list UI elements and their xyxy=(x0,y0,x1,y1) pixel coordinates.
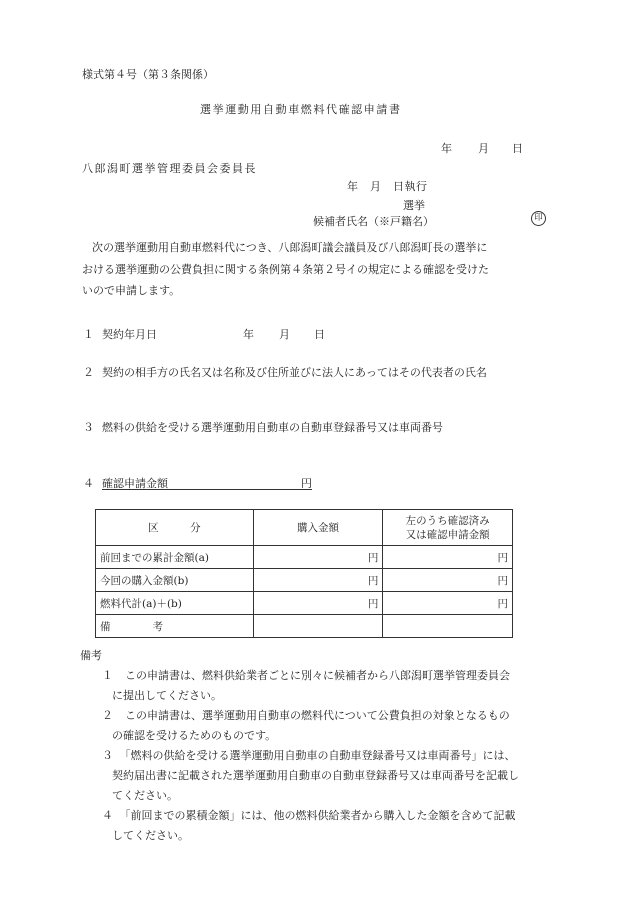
note-text: この申請書は、燃料供給業者ごとに別々に候補者から八郎潟町選挙管理委員会に提出してください。 xyxy=(112,669,510,702)
row-label: 前回までの累計金額(a) xyxy=(96,546,254,569)
purchase-amount-cell: 円 xyxy=(253,546,383,569)
purchase-amount-cell: 円 xyxy=(253,569,383,592)
statement-line-2: おける選挙運動の公費負担に関する条例第４条第２号イの規定による確認を受けた xyxy=(82,262,489,276)
contract-day: 日 xyxy=(314,328,325,341)
note-number: １ xyxy=(102,669,113,682)
requested-amount-field xyxy=(102,475,312,490)
header-confirmed-amount xyxy=(383,510,513,546)
row-label-remarks: 備 考 xyxy=(96,615,254,638)
note-number: ２ xyxy=(102,709,113,722)
seal-mark: 印 xyxy=(531,211,546,226)
table-row xyxy=(96,569,513,592)
table-row xyxy=(96,592,513,615)
row-label: 燃料代計(a)＋(b) xyxy=(96,592,254,615)
notes-section xyxy=(80,649,520,846)
note-item xyxy=(90,746,520,806)
contract-month: 月 xyxy=(279,328,290,341)
election-date: 年 月 日執行 xyxy=(347,180,428,193)
item-2-number: ２ xyxy=(83,366,94,379)
confirmed-amount-cell: 円 xyxy=(383,569,513,592)
statement-line-3: いので申請します。 xyxy=(82,284,181,297)
note-number: ３ xyxy=(102,749,113,762)
item-2-label: 契約の相手方の氏名又は名称及び住所並びに法人にあってはその代表者の氏名 xyxy=(102,366,487,379)
note-text: 「前回までの累積金額」には、他の燃料供給業者から購入した金額を含めて記載してください。 xyxy=(112,809,516,842)
header-confirmed-line-2: 又は確認申請金額 xyxy=(405,528,490,541)
election-name: 選挙 xyxy=(403,199,425,212)
item-4-label: 確認申請金額 xyxy=(102,477,168,490)
table-row xyxy=(96,546,513,569)
remarks-cell xyxy=(383,615,513,638)
item-3-number: ３ xyxy=(83,421,94,434)
notes-title: 備考 xyxy=(80,649,102,662)
purchase-amount-cell: 円 xyxy=(253,592,383,615)
submission-month: 月 xyxy=(478,142,489,155)
note-number: ４ xyxy=(102,809,113,822)
note-item xyxy=(90,806,520,846)
amount-unit: 円 xyxy=(301,477,312,490)
note-text: 「燃料の供給を受ける選挙運動用自動車の自動車登録番号又は車両番号」には、契約届出書に記載された選挙運動用自動車の自動車登録番号又は車両番号を記載してください。 xyxy=(112,749,519,802)
header-category: 区 分 xyxy=(96,510,254,546)
amount-table xyxy=(95,509,513,638)
confirmed-amount-cell: 円 xyxy=(383,546,513,569)
table-row xyxy=(96,615,513,638)
note-item xyxy=(90,706,520,746)
submission-day: 日 xyxy=(512,142,523,155)
form-label: 様式第４号（第３条関係） xyxy=(82,68,214,81)
statement-line-1: 次の選挙運動用自動車燃料代につき、八郎潟町議会議員及び八郎潟町長の選挙に xyxy=(92,241,488,254)
note-text: この申請書は、選挙運動用自動車の燃料代について公費負担の対象となるものの確認を受けるためのものです。 xyxy=(112,709,510,742)
remarks-cell xyxy=(253,615,383,638)
note-item xyxy=(90,666,520,706)
item-3-label: 燃料の供給を受ける選挙運動用自動車の自動車登録番号又は車両番号 xyxy=(102,421,443,434)
header-confirmed-line-1: 左のうち確認済み xyxy=(405,514,490,527)
header-purchase-amount: 購入金額 xyxy=(253,510,383,546)
contract-year: 年 xyxy=(243,328,254,341)
submission-year: 年 xyxy=(441,142,452,155)
item-1-label: 契約年月日 xyxy=(102,328,157,341)
item-1-number: １ xyxy=(83,328,94,341)
table-header-row xyxy=(96,510,513,546)
item-4-number: ４ xyxy=(83,477,94,490)
addressee: 八郎潟町選挙管理委員会委員長 xyxy=(82,162,257,175)
page-title: 選挙運動用自動車燃料代確認申請書 xyxy=(200,103,402,116)
request-statement xyxy=(82,237,514,302)
candidate-name-label: 候補者氏名（※戸籍名） xyxy=(313,215,434,228)
row-label: 今回の購入金額(b) xyxy=(96,569,254,592)
confirmed-amount-cell: 円 xyxy=(383,592,513,615)
